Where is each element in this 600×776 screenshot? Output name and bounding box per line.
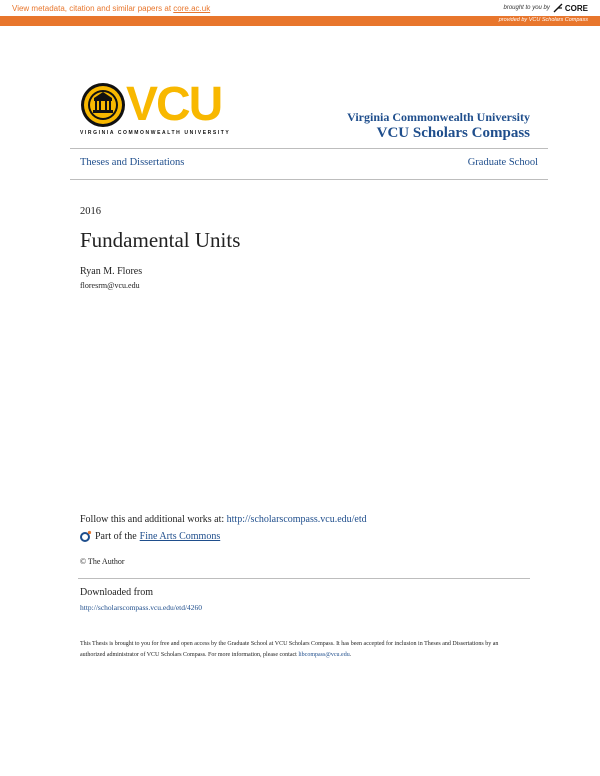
vcu-wordmark: VCU bbox=[126, 78, 222, 131]
author-name: Ryan M. Flores bbox=[80, 266, 143, 277]
part-of-line bbox=[80, 530, 220, 542]
publication-year: 2016 bbox=[80, 206, 101, 217]
repository-name[interactable]: VCU Scholars Compass bbox=[376, 125, 530, 141]
downloaded-url-link[interactable]: http://scholarscompass.vcu.edu/etd/4260 bbox=[80, 603, 203, 612]
vcu-logo[interactable] bbox=[80, 78, 245, 140]
header-divider-bottom bbox=[70, 179, 548, 180]
graduate-school-link[interactable]: Graduate School bbox=[467, 157, 538, 168]
core-banner bbox=[0, 0, 600, 26]
repository-header bbox=[347, 110, 530, 142]
repository-university[interactable]: Virginia Commonwealth University bbox=[347, 110, 530, 124]
copyright-notice: © The Author bbox=[80, 557, 125, 566]
follow-line bbox=[80, 514, 367, 525]
core-metadata-text: View metadata, citation and similar papers at bbox=[12, 4, 174, 13]
theses-dissertations-link[interactable]: Theses and Dissertations bbox=[80, 157, 185, 168]
core-metadata-link[interactable] bbox=[12, 4, 210, 13]
vcu-seal-icon bbox=[80, 82, 126, 128]
author-email: floresrm@vcu.edu bbox=[80, 281, 140, 290]
part-of-text: Part of the bbox=[95, 530, 137, 542]
footer-divider bbox=[78, 578, 530, 579]
header-divider-top bbox=[70, 148, 548, 149]
core-site-link[interactable]: core.ac.uk bbox=[173, 4, 211, 13]
document-title: Fundamental Units bbox=[80, 228, 241, 252]
follow-url-link[interactable]: http://scholarscompass.vcu.edu/etd bbox=[226, 514, 367, 525]
notice-text: This Thesis is brought to you for free and open access by the Graduate School at VCU Scholars Compass. It has been accepted for inclusion in Theses and Dissertations by an authorized administrator of VCU Scholars Compass. For more information, please contact bbox=[80, 641, 499, 658]
vcu-wordmark-subtitle: VIRGINIA COMMONWEALTH UNIVERSITY bbox=[80, 130, 231, 136]
brought-to-you-text: brought to you by bbox=[503, 5, 550, 11]
notice-end: . bbox=[349, 652, 352, 658]
core-provided-strip bbox=[0, 16, 600, 26]
downloaded-from-label: Downloaded from bbox=[80, 587, 154, 598]
contact-email-link[interactable]: libcompass@vcu.edu bbox=[298, 652, 350, 658]
bepress-network-icon bbox=[80, 530, 92, 542]
follow-text: Follow this and additional works at: bbox=[80, 514, 227, 525]
access-notice bbox=[80, 639, 520, 661]
core-brought-by[interactable] bbox=[504, 3, 589, 13]
core-icon bbox=[553, 3, 563, 13]
core-label: CORE bbox=[564, 3, 588, 13]
provided-by-text[interactable]: provided by VCU Scholars Compass bbox=[498, 17, 588, 23]
core-logo[interactable] bbox=[553, 3, 588, 13]
fine-arts-commons-link[interactable]: Fine Arts Commons bbox=[139, 530, 221, 542]
